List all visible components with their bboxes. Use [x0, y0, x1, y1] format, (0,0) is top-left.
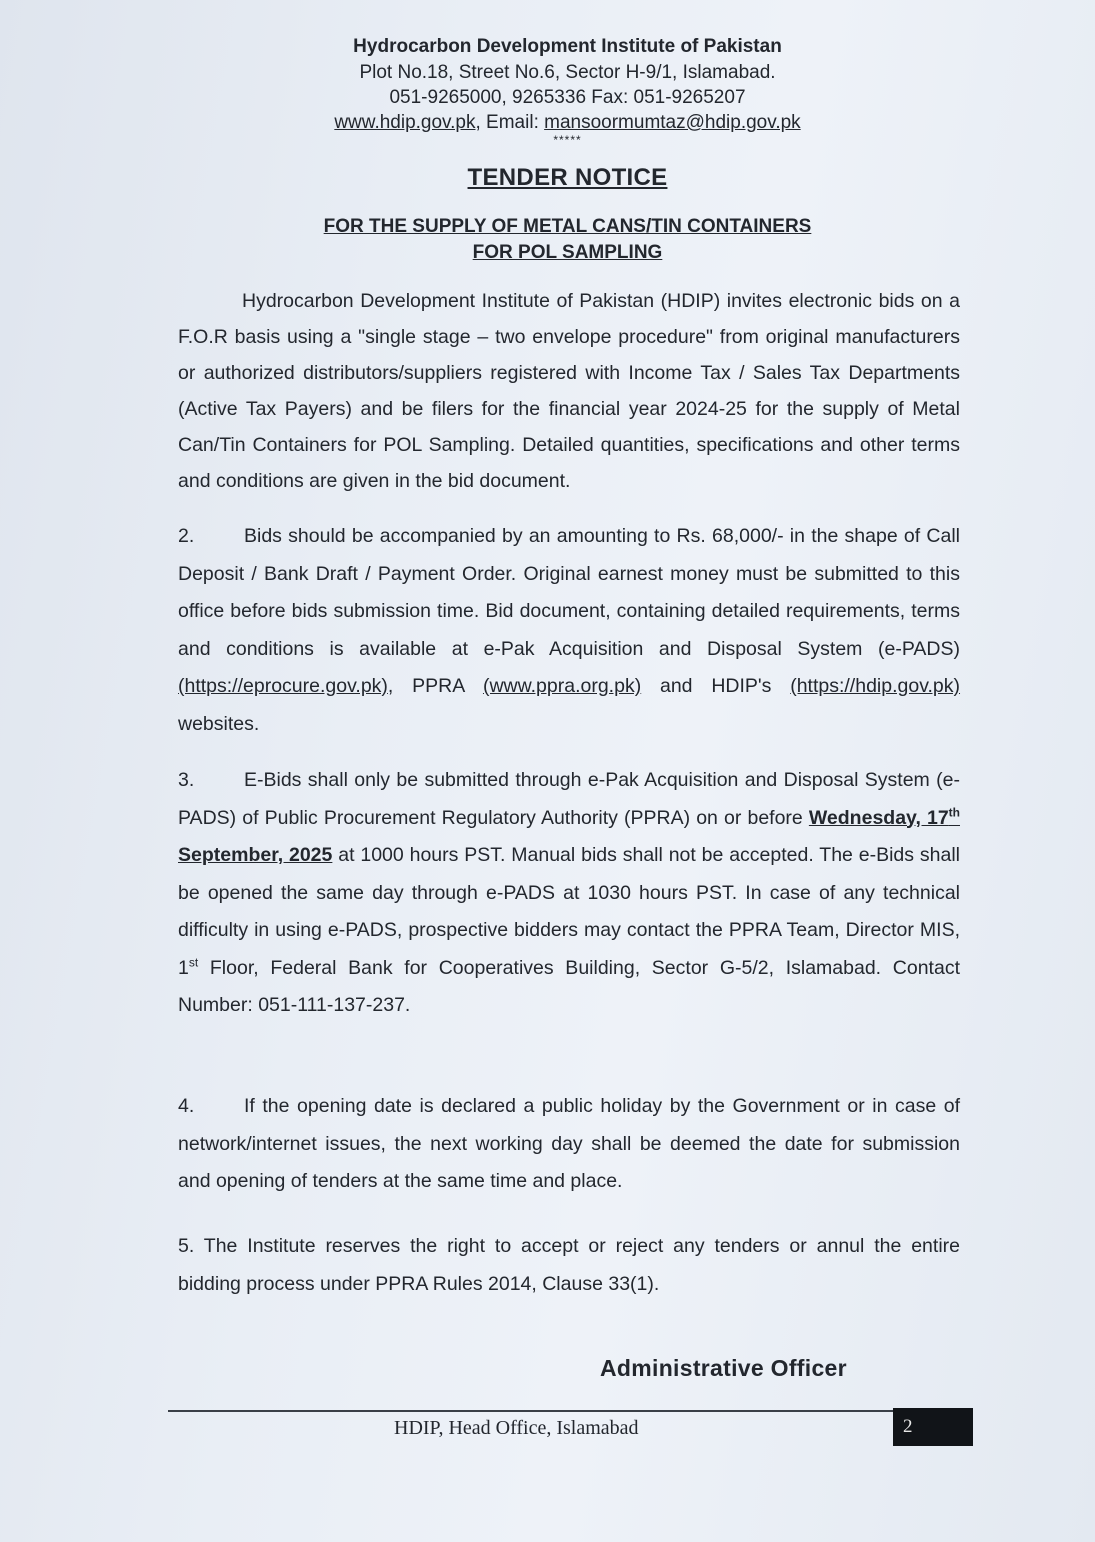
paragraph-text: at 1000 hours PST. Manual bids shall not be accepted. The e-Bids shall be opened the same day through e-PADS at 1030 hours PST. In case of any technical difficulty in using e-PADS, prospective bidders may contact the PPRA Team, Director MIS, 1	[178, 844, 960, 979]
page-number-box	[893, 1408, 973, 1446]
web-email-line	[40, 110, 1095, 135]
page-number: 2	[903, 1416, 913, 1437]
address: Plot No.18, Street No.6, Sector H-9/1, Islamabad.	[359, 62, 776, 83]
paragraph-number: 2.	[178, 525, 195, 547]
separator-stars: *****	[553, 133, 582, 147]
paragraph-text: websites.	[178, 712, 260, 735]
email-label: , Email:	[475, 112, 545, 133]
letterhead	[0, 34, 1095, 145]
paragraph-number: 4.	[178, 1095, 195, 1117]
notice-title: TENDER NOTICE	[467, 164, 668, 191]
floor-suffix: st	[188, 955, 199, 969]
footer-office: HDIP, Head Office, Islamabad	[394, 1417, 639, 1439]
paragraph-2	[178, 518, 960, 743]
date-suffix: th	[948, 805, 960, 819]
subtitle-line-2: FOR POL SAMPLING	[472, 242, 663, 263]
hdip-link[interactable]: (https://hdip.gov.pk)	[790, 675, 961, 697]
eprocure-link[interactable]: (https://eprocure.gov.pk)	[178, 675, 388, 697]
paragraph-3	[178, 762, 960, 1025]
paragraph-number: 3.	[178, 769, 195, 791]
paragraph-1: Hydrocarbon Development Institute of Pakistan (HDIP) invites electronic bids on a F.O.R basis using a "single stage – two envelope procedure" from original manufacturers or authorized distributors/suppliers registered with Income Tax / Sales Tax Departments (Active Tax Payers) and be filers for the financial year 2024-25 for the supply of Metal Can/Tin Containers for POL Sampling. Detailed quantities, specifications and other terms and conditions are given in the bid document.	[178, 290, 960, 492]
subtitle-line-1: FOR THE SUPPLY OF METAL CANS/TIN CONTAINERS	[323, 216, 812, 237]
org-name: Hydrocarbon Development Institute of Pakistan	[353, 36, 782, 57]
paragraph-4	[178, 1088, 960, 1201]
footer-divider	[168, 1410, 973, 1412]
date-rest: September, 2025	[178, 844, 333, 866]
ppra-link[interactable]: (www.ppra.org.pk)	[482, 675, 642, 697]
phone-fax: 051-9265000, 9265336 Fax: 051-9265207	[389, 87, 746, 108]
date-day: Wednesday, 17	[808, 806, 949, 829]
website-link[interactable]: www.hdip.gov.pk	[334, 112, 476, 133]
paragraph-text: Bids should be accompanied by an amounting to Rs. 68,000/- in the shape of Call Deposit / Bank Draft / Payment Order. Original earnest money must be submitted to this office before bids submission time. Bid document, containing detailed requirements, terms and conditions is available at e-Pak Acquisition and Disposal System (e-PADS)	[178, 525, 960, 660]
paragraph-5: 5. The Institute reserves the right to accept or reject any tenders or annul the entire bidding process under PPRA Rules 2014, Clause 33(1).	[178, 1235, 960, 1295]
paragraph-text: and HDIP's	[641, 675, 791, 697]
signatory-title: Administrative Officer	[600, 1355, 847, 1381]
email-link[interactable]: mansoormumtaz@hdip.gov.pk	[544, 112, 801, 133]
paragraph-text: Floor, Federal Bank for Cooperatives Building, Sector G-5/2, Islamabad. Contact Number: 051-111-137-237.	[178, 956, 960, 1016]
paragraph-text: If the opening date is declared a public holiday by the Government or in case of network/internet issues, the next working day shall be deemed the date for submission and opening of tenders at the same time and place.	[178, 1095, 960, 1192]
paragraph-text: E-Bids shall only be submitted through e-Pak Acquisition and Disposal System (e-PADS) of Public Procurement Regulatory Authority (PPRA) on or before	[178, 769, 960, 829]
notice-subtitle	[0, 214, 1095, 266]
paragraph-text: , PPRA	[387, 675, 483, 697]
